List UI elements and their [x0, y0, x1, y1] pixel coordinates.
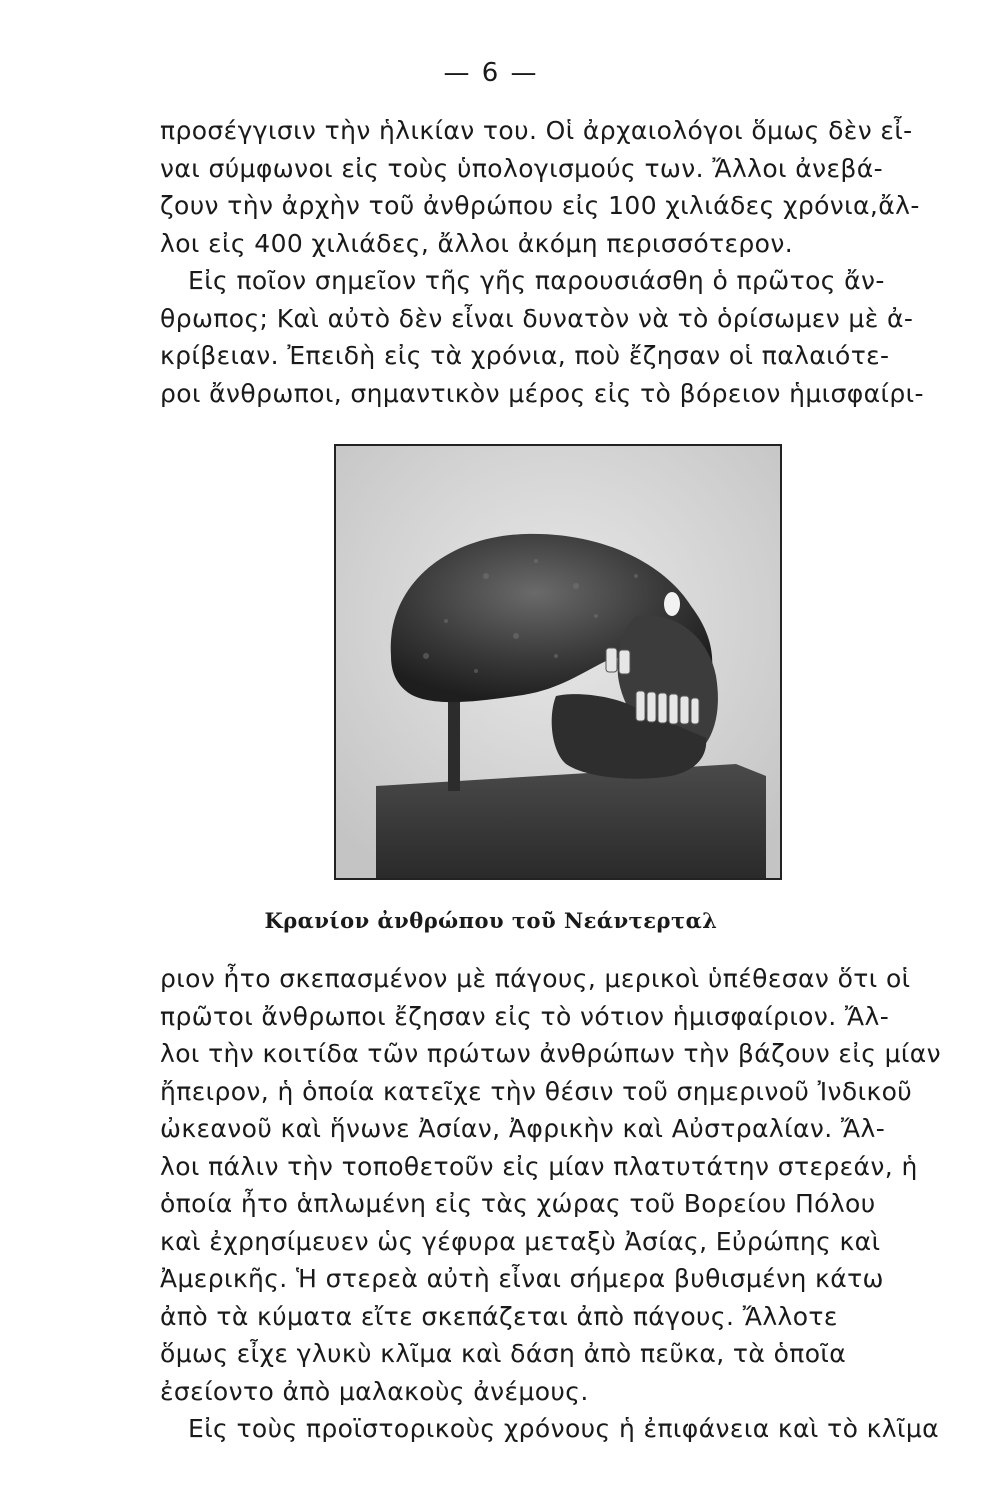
text-line: ροι ἄνθρωποι, σημαντικὸν μέρος εἰς τὸ βόρειον ἡμισφαίρι- — [160, 378, 924, 408]
text-line: ἐσείοντο ἀπὸ μαλακοὺς ἀνέμους. — [160, 1376, 589, 1406]
text-line: κρίβειαν. Ἐπειδὴ εἰς τὰ χρόνια, ποὺ ἔζησαν οἱ παλαιότε- — [160, 341, 890, 370]
skull-photograph — [334, 444, 782, 880]
text-line: ὅμως εἶχε γλυκὺ κλῖμα καὶ δάση ἀπὸ πεῦκα, τὰ ὁποῖα — [160, 1339, 847, 1368]
text-line: θρωπος; Καὶ αὐτὸ δὲν εἶναι δυνατὸν νὰ τὸ ὁρίσωμεν μὲ ἀ- — [160, 303, 914, 333]
page-number: — 6 — — [443, 58, 539, 88]
bottom-paragraph — [160, 960, 960, 1448]
text-line: ἀπὸ τὰ κύματα εἴτε σκεπάζεται ἀπὸ πάγους. Ἄλλοτε — [160, 1301, 838, 1331]
text-line: Εἰς τοὺς προϊστορικοὺς χρόνους ἡ ἐπιφάνεια καὶ τὸ κλῖμα — [188, 1414, 940, 1443]
text-line: λοι εἰς 400 χιλιάδες, ἄλλοι ἀκόμη περισσότερον. — [160, 228, 794, 258]
text-line: ζουν τὴν ἀρχὴν τοῦ ἀνθρώπου εἰς 100 χιλιάδες χρόνια,ἄλ- — [160, 191, 920, 220]
text-line: ναι σύμφωνοι εἰς τοὺς ὑπολογισμούς των. Ἄλλοι ἀνεβά- — [160, 153, 884, 183]
text-line: προσέγγισιν τὴν ἡλικίαν του. Οἱ ἀρχαιολόγοι ὅμως δὲν εἶ- — [160, 116, 913, 145]
support-rod — [448, 696, 460, 791]
text-line: ἤπειρον, ἡ ὁποία κατεῖχε τὴν θέσιν τοῦ σημερινοῦ Ἰνδικοῦ — [160, 1076, 913, 1106]
text-line: Εἰς ποῖον σημεῖον τῆς γῆς παρουσιάσθη ὁ πρῶτος ἄν- — [188, 266, 885, 295]
text-line: λοι πάλιν τὴν τοποθετοῦν εἰς μίαν πλατυτάτην στερεάν, ἡ — [160, 1151, 918, 1181]
neanderthal-skull-illustration — [336, 446, 780, 878]
top-paragraph — [160, 112, 960, 412]
text-line: ὠκεανοῦ καὶ ἥνωνε Ἀσίαν, Ἀφρικὴν καὶ Αὐστραλίαν. Ἄλ- — [160, 1114, 886, 1143]
text-line: Ἀμερικῆς. Ἡ στερεὰ αὐτὴ εἶναι σήμερα βυθισμένη κάτω — [160, 1264, 884, 1293]
text-line: ριον ἦτο σκεπασμένον μὲ πάγους, μερικοὶ ὑπέθεσαν ὅτι οἱ — [160, 964, 911, 993]
figure-caption: Κρανίον ἀνθρώπου τοῦ Νεάντερταλ — [264, 908, 718, 933]
text-line: καὶ ἐχρησίμευεν ὡς γέφυρα μεταξὺ Ἀσίας, Εὐρώπης καὶ — [160, 1226, 881, 1256]
text-line: λοι τὴν κοιτίδα τῶν πρώτων ἀνθρώπων τὴν βάζουν εἰς μίαν — [160, 1039, 942, 1068]
eye-orbit — [664, 592, 680, 616]
text-line: ὁποία ἦτο ἁπλωμένη εἰς τὰς χώρας τοῦ Βορείου Πόλου — [160, 1189, 876, 1218]
text-line: πρῶτοι ἄνθρωποι ἔζησαν εἰς τὸ νότιον ἡμισφαίριον. Ἄλ- — [160, 1001, 890, 1031]
